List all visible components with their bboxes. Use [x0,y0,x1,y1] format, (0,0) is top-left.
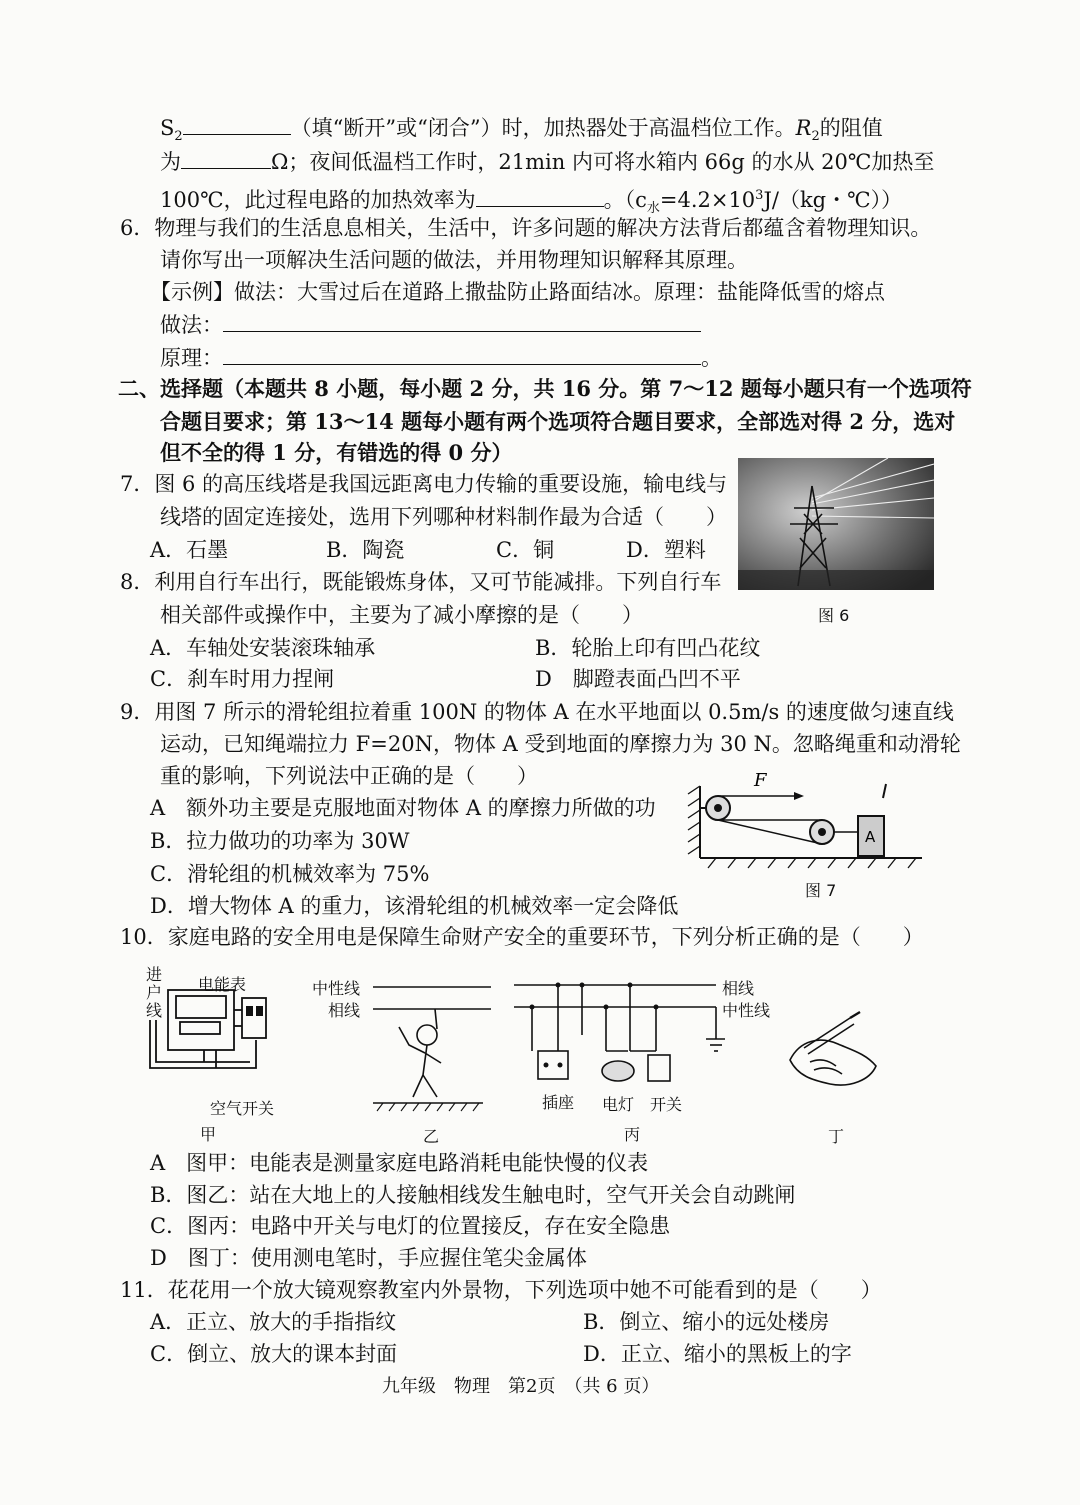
q6-line-2: 请你写出一项解决生活问题的做法，并用物理知识解释其原理。 [160,248,748,272]
s2-blank[interactable] [183,114,291,135]
q9-line-1: 9．用图 7 所示的滑轮组拉着重 100N 的物体 A 在水平地面以 0.5m/s 的速度做匀速直线 [120,700,954,724]
r2-symbol: R [795,116,812,140]
q5-line3-b: 。（c [603,188,647,212]
q5-line1-text: （填“断开”或“闭合”）时，加热器处于高温档位工作。 [290,116,796,140]
fig6-caption: 图 6 [818,606,850,625]
bing-live-label: 相线 [722,979,755,998]
q7-option-d[interactable]: D．塑料 [626,538,706,562]
air-switch-label: 空气开关 [210,1099,275,1118]
block-a-label: A [865,828,876,846]
circuit-diagram [510,975,725,1095]
meter-label: 电能表 [198,975,247,994]
q7-option-b[interactable]: B．陶瓷 [326,538,405,562]
lamp-label: 电灯 [602,1095,635,1114]
caption-jia: 甲 [200,1125,217,1144]
q8-line-1: 8．利用自行车出行，既能锻炼身体，又可节能减排。下列自行车 [120,570,722,594]
efficiency-blank[interactable] [476,186,604,207]
socket-label: 插座 [542,1093,575,1112]
q9-option-b[interactable]: B．拉力做功的功率为 30W [150,829,410,853]
jia-label-jin: 进 [146,965,163,984]
exponent: 3 [755,188,764,203]
electrocution-diagram [365,975,495,1115]
caption-yi: 乙 [423,1127,440,1146]
r2-subscript: 2 [811,129,820,145]
q7-line-2: 线塔的固定连接处，选用下列哪种材料制作最为合适（ ） [160,505,727,529]
principle-blank[interactable] [223,344,701,365]
yi-live-label: 相线 [328,1001,361,1020]
pulley-svg [682,762,942,880]
bing-neutral-label: 中性线 [722,1001,771,1020]
q11-option-b[interactable]: B．倒立、缩小的远处楼房 [583,1310,830,1334]
principle-label: 原理： [160,346,223,370]
q9-option-c[interactable]: C．滑轮组的机械效率为 75% [150,862,430,886]
q10-option-d[interactable]: D 图丁：使用测电笔时，手应握住笔尖金属体 [150,1246,587,1270]
q5-line3-d: J/（kg・℃）） [763,188,903,212]
q5-line2-a: 为 [160,150,181,174]
section2-line-1: 二、选择题（本题共 8 小题，每小题 2 分，共 16 分。第 7～12 题每小题只有一个选项符 [118,376,972,401]
q6-line-1: 6．物理与我们的生活息息相关，生活中，许多问题的解决方法背后都蕴含着物理知识。 [120,216,932,240]
s2-subscript: 2 [174,129,183,145]
section2-line-3: 但不全的得 1 分，有错选的得 0 分） [160,440,513,465]
method-label: 做法： [160,313,223,337]
fig-yi [365,975,495,1115]
r2-blank[interactable] [181,148,271,169]
yi-neutral-label: 中性线 [312,979,361,998]
q7-option-a[interactable]: A．石墨 [150,538,229,562]
q8-line-2: 相关部件或操作中，主要为了减小摩擦的是（ ） [160,603,643,627]
caption-ding: 丁 [828,1127,845,1146]
section2-line-2: 合题目要求；第 13～14 题每小题有两个选项符合题目要求，全部选对得 2 分，选对 [160,409,956,434]
q5-line1-end: 的阻值 [819,116,883,140]
q11-option-d[interactable]: D．正立、缩小的黑板上的字 [583,1342,852,1366]
fig7-caption: 图 7 [805,881,837,900]
q8-option-b[interactable]: B．轮胎上印有凹凸花纹 [535,636,761,660]
test-pen-hand [780,1010,890,1100]
q5-line2-b: Ω；夜间低温档工作时，21min 内可将水箱内 66g 的水从 20℃加热至 [271,150,935,174]
q11-line-1: 11．花花用一个放大镜观察教室内外景物，下列选项中她不可能看到的是（ ） [120,1278,882,1302]
q8-option-d[interactable]: D 脚蹬表面凸凹不平 [535,667,741,691]
q9-line-2: 运动，已知绳端拉力 F=20N，物体 A 受到地面的摩擦力为 30 N。忽略绳重和动滑轮 [160,732,961,756]
s2-symbol: S [160,116,175,140]
pulley-figure [682,762,942,880]
q11-option-a[interactable]: A．正立、放大的手指指纹 [150,1310,397,1334]
principle-end: 。 [701,346,722,370]
q7-line-1: 7．图 6 的高压线塔是我国远距离电力传输的重要设施，输电线与 [120,472,728,496]
jia-label-xian: 线 [146,1001,163,1020]
q5-line3-a: 100℃，此过程电路的加热效率为 [160,188,476,212]
q10-option-c[interactable]: C．图丙：电路中开关与电灯的位置接反，存在安全隐患 [150,1214,671,1238]
tower-photo-svg [738,458,934,590]
q6-line-3: 【示例】做法：大雪过后在道路上撒盐防止路面结冰。原理：盐能降低雪的熔点 [150,280,885,304]
q6-method [160,310,701,340]
c-water-subscript: 水 [646,201,660,217]
q8-option-a[interactable]: A．车轴处安装滚珠轴承 [150,636,376,660]
q8-option-c[interactable]: C．刹车时用力捏闸 [150,667,335,691]
q9-line-3: 重的影响，下列说法中正确的是（ ） [160,764,538,788]
fig-bing [510,975,725,1095]
q5-line3-c: =4.2×10 [659,188,756,212]
q11-option-c[interactable]: C．倒立、放大的课本封面 [150,1342,398,1366]
page-footer: 九年级 物理 第2页 （共 6 页） [382,1376,660,1397]
q10-option-a[interactable]: A 图甲：电能表是测量家庭电路消耗电能快慢的仪表 [150,1151,649,1175]
q5-line-2 [160,147,934,177]
bing-switch-label: 开关 [650,1095,683,1114]
q6-principle [160,343,722,373]
q9-option-d[interactable]: D．增大物体 A 的重力，该滑轮组的机械效率一定会降低 [150,894,679,918]
tower-photo [738,458,934,590]
q9-option-a[interactable]: A 额外功主要是克服地面对物体 A 的摩擦力所做的功 [150,796,656,820]
q7-option-c[interactable]: C．铜 [496,538,555,562]
q10-line-1: 10．家庭电路的安全用电是保障生命财产安全的重要环节，下列分析正确的是（ ） [120,925,924,949]
jia-label-hu: 户 [146,983,163,1002]
method-blank[interactable] [223,311,701,332]
fig-ding [780,1010,890,1100]
caption-bing: 丙 [624,1125,641,1144]
q10-option-b[interactable]: B．图乙：站在大地上的人接触相线发生触电时，空气开关会自动跳闸 [150,1183,796,1207]
force-f-label: F [754,770,767,791]
